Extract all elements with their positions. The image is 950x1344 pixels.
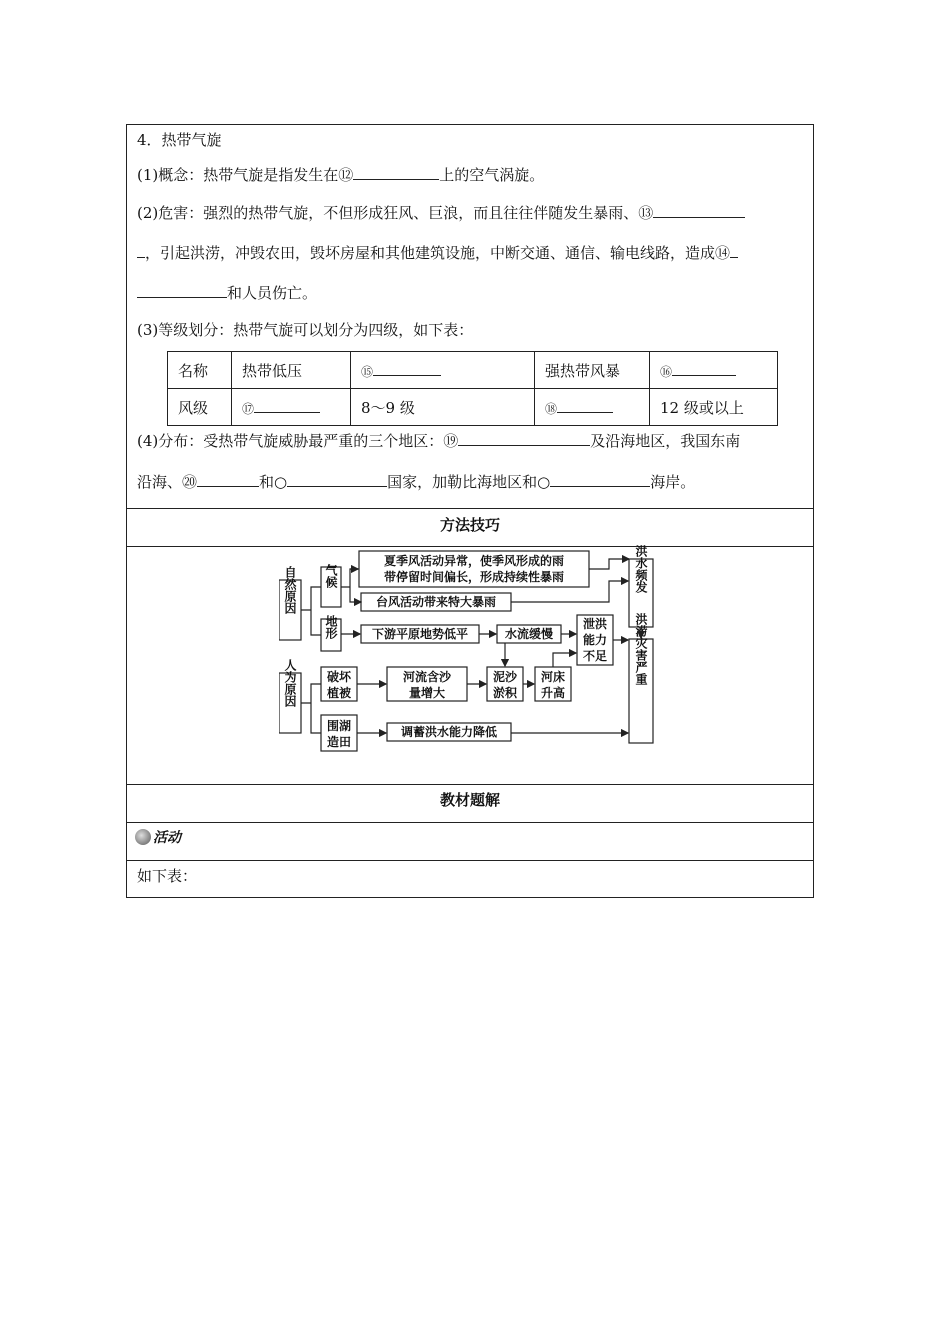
worksheet-frame [126, 124, 814, 898]
storage-label: 调蓄洪水能力降低 [400, 725, 498, 739]
divider [127, 860, 813, 861]
reclaim-line1: 围湖 [326, 719, 352, 733]
textbook-title: 教材题解 [439, 791, 500, 809]
section-heading: 4．热带气旋 [137, 131, 222, 149]
activity-badge [135, 827, 181, 847]
table-cell [650, 352, 778, 389]
label-16: ⑯ [660, 364, 673, 379]
monsoon-line2: 带停留时间偏长，形成持续性暴雨 [383, 570, 565, 584]
harm-text-3: 和人员伤亡。 [227, 284, 318, 302]
blank-15[interactable] [373, 361, 441, 376]
silt-line1: 泥沙 [492, 670, 518, 684]
typhoon-label: 台风活动带来特大暴雨 [375, 595, 497, 609]
riverbed-line2: 升高 [540, 686, 566, 700]
table-cell [535, 389, 650, 426]
grade-table [167, 351, 778, 426]
drain-line3: 不足 [582, 649, 608, 663]
table-row [168, 352, 778, 389]
activity-label: 活动 [153, 830, 181, 846]
distribution-text-5: 国家，加勒比海地区和○ [387, 473, 551, 491]
blank-14-cont[interactable] [137, 283, 227, 298]
distribution-text-6: 海岸。 [650, 473, 696, 491]
drain-line1: 泄洪 [582, 617, 608, 631]
table-cell: 强热带风暴 [535, 352, 650, 389]
distribution-text-3: 沿海、⑳ [137, 473, 198, 491]
blank-14[interactable] [730, 243, 738, 258]
slow-flow-label: 水流缓慢 [504, 627, 554, 641]
method-title: 方法技巧 [439, 516, 500, 534]
climate-label: 气候 [324, 564, 338, 588]
table-cell [351, 352, 535, 389]
label-15: ⑮ [361, 364, 374, 379]
harm-line-2 [137, 243, 738, 263]
divider [127, 822, 813, 823]
table-cell: 12 级或以上 [650, 389, 778, 426]
concept-line [137, 165, 544, 185]
silt-line2: 淤积 [492, 686, 518, 700]
reclaim-line2: 造田 [326, 735, 352, 749]
blank-13[interactable] [653, 203, 745, 218]
blank-13-cont[interactable] [137, 243, 145, 258]
table-cell: 8～9 级 [351, 389, 535, 426]
blank-21[interactable] [287, 472, 387, 487]
divider [127, 784, 813, 785]
label-17: ⑰ [242, 401, 255, 416]
distribution-line-2 [137, 472, 695, 492]
terrain-label: 地形 [324, 615, 338, 639]
flood-cause-diagram [279, 545, 669, 753]
distribution-text-2: 及沿海地区，我国东南 [590, 432, 741, 450]
drain-line2: 能力 [582, 633, 608, 647]
distribution-line-1 [137, 431, 740, 451]
concept-suffix: 上的空气涡旋。 [439, 166, 545, 184]
distribution-text-1: (4)分布：受热带气旋威胁最严重的三个地区：⑲ [137, 432, 459, 450]
human-cause-label: 人为原因 [283, 659, 297, 707]
blank-17[interactable] [254, 398, 320, 413]
table-cell [232, 389, 351, 426]
flood-frequency-label: 洪水频发 [634, 545, 648, 593]
table-cell: 名称 [168, 352, 232, 389]
table-cell: 风级 [168, 389, 232, 426]
harm-text-2: ，引起洪涝，冲毁农田，毁坏房屋和其他建筑设施，中断交通、通信、输电线路，造成⑭ [145, 244, 731, 262]
table-note: 如下表： [137, 867, 198, 885]
flood-severe-label: 洪涝灾害严重 [634, 613, 648, 685]
harm-line-1 [137, 203, 745, 223]
lowland-label: 下游平原地势低平 [371, 627, 469, 641]
divider [127, 508, 813, 509]
concept-prefix: (1)概念：热带气旋是指发生在⑫ [137, 166, 354, 184]
sediment-line2: 量增大 [408, 686, 446, 700]
riverbed-line1: 河床 [540, 670, 566, 684]
table-row [168, 389, 778, 426]
monsoon-line1: 夏季风活动异常，使季风形成的雨 [383, 554, 565, 568]
distribution-text-4: 和○ [259, 473, 288, 491]
blank-20[interactable] [197, 472, 259, 487]
blank-12[interactable] [353, 165, 439, 180]
destroy-veg-line1: 破坏 [326, 670, 352, 684]
table-cell: 热带低压 [232, 352, 351, 389]
harm-text-1: (2)危害：强烈的热带气旋，不但形成狂风、巨浪，而且往往伴随发生暴雨、⑬ [137, 204, 654, 222]
activity-icon [135, 829, 151, 845]
blank-18[interactable] [557, 398, 613, 413]
grade-intro: (3)等级划分：热带气旋可以划分为四级，如下表： [137, 321, 474, 339]
blank-19[interactable] [458, 431, 590, 446]
harm-line-3 [137, 283, 317, 303]
natural-cause-label: 自然原因 [283, 566, 297, 614]
blank-16[interactable] [672, 361, 736, 376]
label-18: ⑱ [545, 401, 558, 416]
destroy-veg-line2: 植被 [326, 686, 352, 700]
sediment-line1: 河流含沙 [402, 670, 452, 684]
blank-22[interactable] [550, 472, 650, 487]
